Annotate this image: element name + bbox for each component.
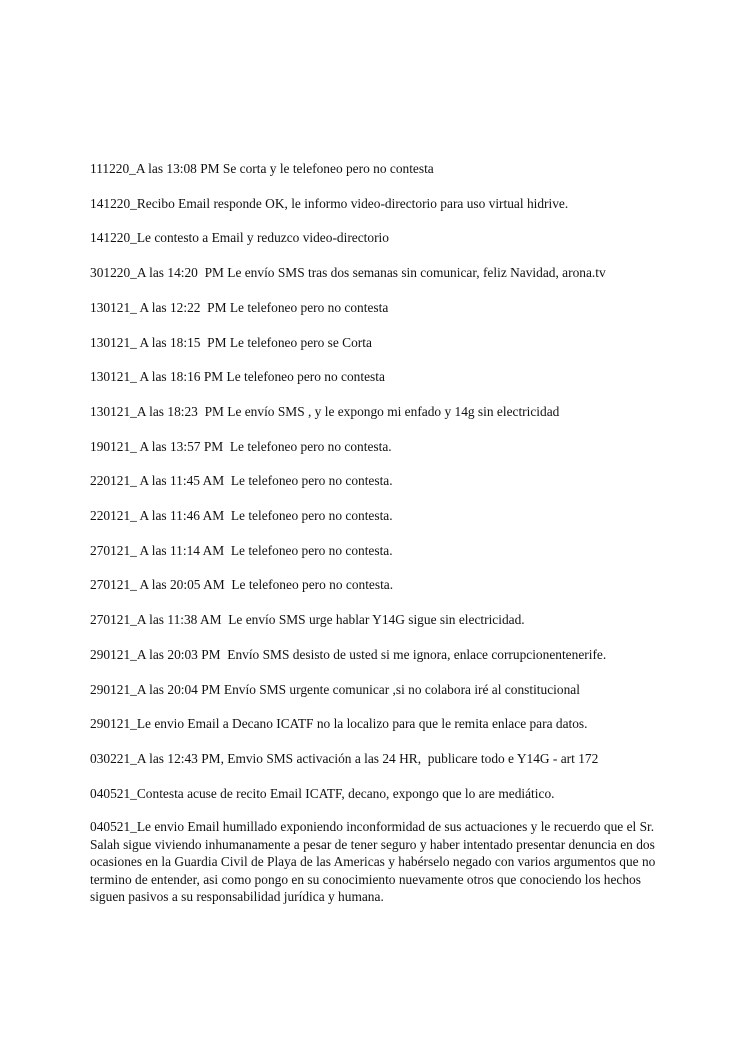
log-entry: 290121_Le envio Email a Decano ICATF no la localizo para que le remita enlace para datos. — [90, 716, 588, 732]
log-entry: 270121_A las 11:38 AM Le envío SMS urge hablar Y14G sigue sin electricidad. — [90, 612, 525, 628]
log-entry: 220121_ A las 11:46 AM Le telefoneo pero no contesta. — [90, 508, 393, 524]
log-entry: 040521_Contesta acuse de recito Email ICATF, decano, expongo que lo are mediático. — [90, 785, 555, 801]
log-entry: 141220_Recibo Email responde OK, le informo video-directorio para uso virtual hidrive. — [90, 195, 569, 211]
log-entry: 030221_A las 12:43 PM, Emvio SMS activación a las 24 HR, publicare todo e Y14G - art 172 — [90, 750, 599, 766]
log-entry: 130121_ A las 18:15 PM Le telefoneo pero se Corta — [90, 334, 372, 350]
log-entry: 141220_Le contesto a Email y reduzco video-directorio — [90, 230, 389, 246]
log-entry: 301220_A las 14:20 PM Le envío SMS tras dos semanas sin comunicar, feliz Navidad, arona.tv — [90, 265, 606, 281]
log-entry: 130121_ A las 18:16 PM Le telefoneo pero no contesta — [90, 369, 385, 385]
log-entry: 130121_ A las 12:22 PM Le telefoneo pero no contesta — [90, 299, 389, 315]
log-entry: 111220_A las 13:08 PM Se corta y le telefoneo pero no contesta — [90, 161, 434, 176]
log-entry: 270121_ A las 11:14 AM Le telefoneo pero no contesta. — [90, 542, 393, 558]
log-entry: 290121_A las 20:03 PM Envío SMS desisto de usted si me ignora, enlace corrupcionentenerife. — [90, 646, 607, 662]
log-entries — [90, 159, 680, 921]
log-entry: 290121_A las 20:04 PM Envío SMS urgente comunicar ,si no colabora iré al constitucional — [90, 681, 580, 697]
log-entry: 270121_ A las 20:05 AM Le telefoneo pero no contesta. — [90, 577, 394, 593]
log-entry: 190121_ A las 13:57 PM Le telefoneo pero no contesta. — [90, 438, 392, 454]
log-entry: 130121_A las 18:23 PM Le envío SMS , y le expongo mi enfado y 14g sin electricidad — [90, 403, 560, 419]
log-entry: 220121_ A las 11:45 AM Le telefoneo pero no contesta. — [90, 473, 393, 489]
log-entry-paragraph: 040521_Le envio Email humillado exponiendo inconformidad de sus actuaciones y le recuerdo que el Sr. Salah sigue viviendo inhumanamente a pesar de tener seguro y haber intentado presentar denuncia en dos ocasiones en la Guardia Civil de Playa de las Americas y habérselo negado con varios argumentos que no termino de entender, asi como pongo en su conocimiento nuevamente otros que conociendo los hechos siguen pasivos a su responsabilidad jurídica y humana. — [90, 819, 656, 904]
